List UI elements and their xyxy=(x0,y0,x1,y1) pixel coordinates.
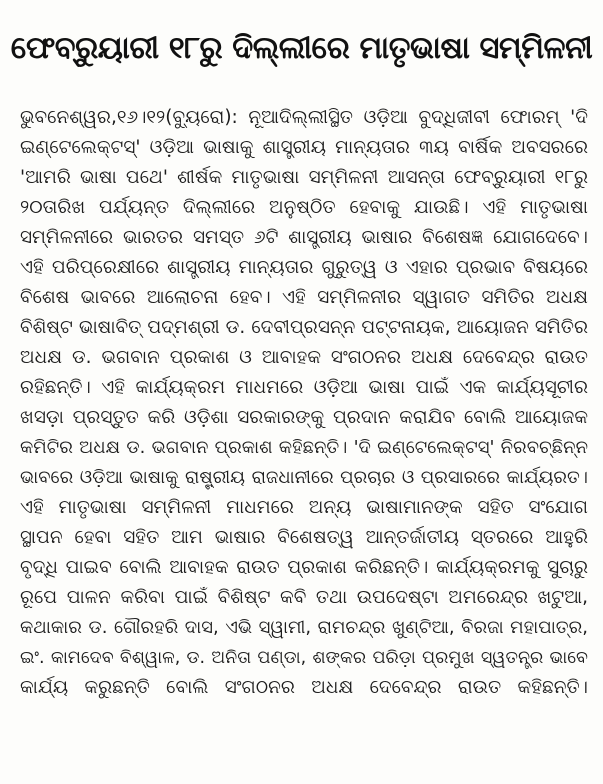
article-line: ଇଣ୍ଟେଲେକ୍ଟସ୍' ଓଡ଼ିଆ ଭାଷାକୁ ଶାସ୍ତ୍ରୀୟ ମାନ୍ୟତାର ୩ୟ ବାର୍ଷିକ ଅବସରରେ xyxy=(20,137,588,158)
article-line: ଭୁବନେଶ୍ୱର,୧୬।୧୨(ବ୍ୟୁରୋ): ନୂଆଦିଲ୍ଲୀସ୍ଥିତ ଓଡ଼ିଆ ବୁଦ୍ଧିଜୀବୀ ଫୋରମ୍ 'ଦି xyxy=(20,107,588,128)
article-line: କମିଟିର ଅଧକ୍ଷ ଡ. ଭଗବାନ ପ୍ରକାଶ କହିଛନ୍ତି। 'ଦି ଇଣ୍ଟେଲେକ୍ଟସ୍' ନିରବଚ୍ଛିନ୍ନ xyxy=(20,437,588,458)
article-line: ରହିଛନ୍ତି। ଏହି କାର୍ଯ୍ୟକ୍ରମ ମାଧମରେ ଓଡ଼ିଆ ଭାଷା ପାଇଁ ଏକ କାର୍ଯ୍ୟସୂଚୀର xyxy=(20,377,588,398)
article-body xyxy=(20,103,588,703)
article-line: ଭାବରେ ଓଡ଼ିଆ ଭାଷାକୁ ରାଷ୍ଟ୍ରୀୟ ରାଜଧାନୀରେ ପ୍ରଚାର ଓ ପ୍ରସାରରେ କାର୍ଯ୍ୟରତ। xyxy=(20,467,588,488)
article-line: ବିଶେଷ ଭାବରେ ଆଲୋଚନା ହେବ। ଏହି ସମ୍ମିଳନୀର ସ୍ୱାଗତ ସମିତିର ଅଧକ୍ଷ xyxy=(20,287,588,308)
article-line: ଖସଡ଼ା ପ୍ରସ୍ତୁତ କରି ଓଡ଼ିଶା ସରକାରଙ୍କୁ ପ୍ରଦାନ କରାଯିବ ବୋଲି ଆୟୋଜକ xyxy=(20,407,588,428)
article-line: ଇଂ. କାମଦେବ ବିଶ୍ୱାଳ, ଡ. ଅନିତା ପଣ୍ଡା, ଶଙ୍କର ପରିଡ଼ା ପ୍ରମୁଖ ସ୍ୱତନ୍ତ୍ର ଭାବେ xyxy=(20,648,588,668)
article-line: ଏହି ମାତୃଭାଷା ସମ୍ମିଳନୀ ମାଧମରେ ଅନ୍ୟ ଭାଷାମାନଙ୍କ ସହିତ ସଂଯୋଗ xyxy=(20,497,588,518)
article-line: ରୂପେ ପାଳନ କରିବା ପାଇଁ ବିଶିଷ୍ଟ କବି ତଥା ଉପଦେଷ୍ଟା ଅମରେନ୍ଦ୍ର ଖଟୁଆ, xyxy=(20,587,588,608)
article-line: ସ୍ଥାପନ ହେବା ସହିତ ଆମ ଭାଷାର ବିଶେଷତ୍ୱ ଆନ୍ତର୍ଜାତୀୟ ସ୍ତରରେ ଆହୁରି xyxy=(20,527,588,548)
article-line: କଥାକାର ଡ. ଗୌରହରି ଦାସ, ଏଭି ସ୍ୱାମୀ, ରାମଚନ୍ଦ୍ର ଖୁଣ୍ଟିଆ, ବିରଜା ମହାପାତ୍ର, xyxy=(20,617,588,638)
article-line: ସମ୍ମିଳନୀରେ ଭାରତର ସମସ୍ତ ୬ଟି ଶାସ୍ତ୍ରୀୟ ଭାଷାର ବିଶେଷଜ୍ଞ ଯୋଗଦେବେ। xyxy=(20,227,588,248)
article-line: 'ଆମରି ଭାଷା ପଥେ' ଶୀର୍ଷକ ମାତୃଭାଷା ସମ୍ମିଳନୀ ଆସନ୍ତା ଫେବ୍ରୁୟାରୀ ୧୮ରୁ xyxy=(20,167,588,188)
article-line: ଅଧକ୍ଷ ଡ. ଭଗବାନ ପ୍ରକାଶ ଓ ଆବାହକ ସଂଗଠନର ଅଧକ୍ଷ ଦେବେନ୍ଦ୍ର ରାଉତ xyxy=(20,347,588,368)
article-line: କାର୍ଯ୍ୟ କରୁଛନ୍ତି ବୋଲି ସଂଗଠନର ଅଧକ୍ଷ ଦେବେନ୍ଦ୍ର ରାଉତ କହିଛନ୍ତି। xyxy=(20,677,588,698)
article-line: ୨୦ତାରିଖ ପର୍ଯ୍ୟନ୍ତ ଦିଲ୍ଲୀରେ ଅନୁଷ୍ଠିତ ହେବାକୁ ଯାଉଛି। ଏହି ମାତୃଭାଷା xyxy=(20,197,588,218)
headline: ଫେବ୍ରୁୟାରୀ ୧୮ରୁ ଦିଲ୍ଲୀରେ ମାତୃଭାଷା ସମ୍ମିଳନୀ xyxy=(10,31,593,66)
article-line: ବୃଦ୍ଧି ପାଇବ ବୋଲି ଆବାହକ ରାଉତ ପ୍ରକାଶ କରିଛନ୍ତି। କାର୍ଯ୍ୟକ୍ରମକୁ ସୁଚାରୁ xyxy=(20,557,588,578)
article-line: ବିଶିଷ୍ଟ ଭାଷାବିତ୍ ପଦ୍ମଶ୍ରୀ ଡ. ଦେବୀପ୍ରସନ୍ନ ପଟ୍ଟନାୟକ, ଆୟୋଜନ ସମିତିର xyxy=(20,317,588,338)
article-line: ଏହି ପରିପ୍ରେକ୍ଷୀରେ ଶାସ୍ତ୍ରୀୟ ମାନ୍ୟତାର ଗୁରୁତ୍ୱ ଓ ଏହାର ପ୍ରଭାବ ବିଷୟରେ xyxy=(20,257,588,278)
